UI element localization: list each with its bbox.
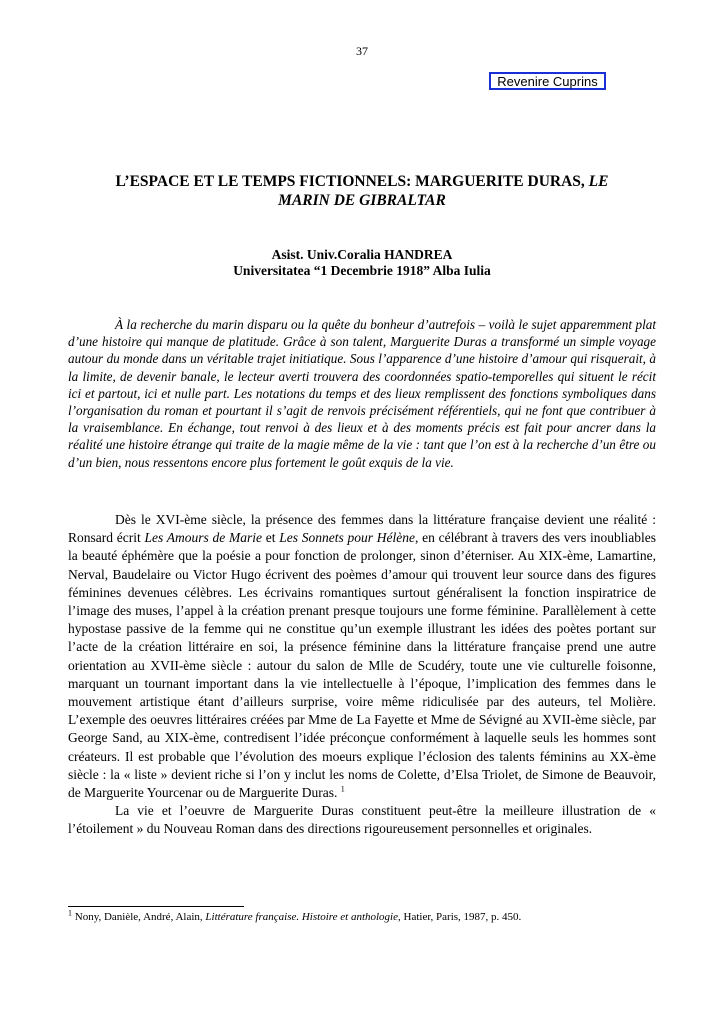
title-italic: LE MARIN DE GIBRALTAR [278,173,609,209]
article-title [100,172,624,210]
author-name: Asist. Univ.Coralia HANDREA [271,247,453,262]
footnote-ref[interactable]: 1 [340,784,345,794]
body-paragraph: La vie et l’oeuvre de Marguerite Duras constituent peut-être la meilleure illustration de « l’étoilement » du Nouveau Roman dans des directions rigoureusement personnelles et originales. [68,803,656,837]
footnote-text: , Hatier, Paris, 1987, p. 450. [398,911,522,923]
body-text-run: et [261,530,280,546]
footnote [68,908,656,924]
body-text-run: , en célébrant à travers des vers inoubliables la beauté éphémère que la poésie a pour fonction de prolonger, sinon d’éterniser. Au XIX-ème, Lamartine, Nerval, Baudelaire ou Victor Hugo écrivent des poèmes d’amour qui trouvent leur source dans des figures féminines devenues célèbres. Les écrivains romantiques surtout généralisent la fonction inspiratrice de l’image des muses, l’appel à la création prenant presque toujours une forme féminine. Parallèlement à cette hypostase passive de la femme qui ne constitue qu’un exemple illustrant les idées des poètes portant sur l’acte de la création littéraire en soi, la présence féminine dans la littérature française prend une autre orientation au XVII-ème siècle : autour du salon de Mlle de Scudéry, toute une vie culturelle foisonne, marquant un tournant important dans la vie intellectuelle à l’époque, l’implication des femmes dans le mouvement artistique étant d’ailleurs surprise, voire même ridiculisée par des auteurs, tel Molière. L’exemple des oeuvres littéraires créées par Mme de La Fayette et Mme de Sévigné au XVII-ème siècle, par George Sand, au XIX-ème, contredisent l’idée préconçue conformément à laquelle seuls les hommes sont créateurs. Il est probable que l’évolution des moeurs explique l’éclosion des talents féminins au XX-ème siècle : la « liste » devient riche si l’on y inclut les noms de Colette, d’Elsa Triolet, de Simone de Beauvoir, de Marguerite Yourcenar ou de Marguerite Duras. [68,530,656,801]
work-title: Les Amours de Marie [144,530,262,546]
footnote-text: Nony, Danièle, André, Alain, [72,911,206,923]
title-main: L’ESPACE ET LE TEMPS FICTIONNELS: MARGUERITE DURAS, [115,173,585,190]
author-block [0,247,724,279]
body-text [68,511,656,839]
footnote-number: 1 [68,908,72,918]
footnote-work-title: Littérature française. Histoire et anthologie [205,911,398,923]
page-number: 37 [356,44,368,58]
back-to-contents-link[interactable]: Revenire Cuprins [489,72,606,90]
author-affiliation: Universitatea “1 Decembrie 1918” Alba Iulia [233,263,491,278]
abstract: À la recherche du marin disparu ou la quête du bonheur d’autrefois – voilà le sujet apparemment plat d’une histoire qui manque de platitude. Grâce à son talent, Marguerite Duras a transformé un simple voyage autour du monde dans un véritable trajet initiatique. Sous l’apparence d’une histoire d’amour qui risquerait, à la limite, de devenir banale, le lecteur averti trouvera des coordonnées spatio-temporelles qui situent le récit ici et partout, ici et nulle part. Les notations du temps et des lieux remplissent des fonctions symboliques dans l’organisation du roman et pourtant il s’agit de renvois précisément référentiels, qui ne font que contribuer à la vraisemblance. En échange, tout renvoi à des lieux et à des moments précis est fait pour ancrer dans la réalité une histoire étrange qui traite de la magie même de la vie : tant que l’on est à la recherche d’un être ou d’un bien, nous ressentons encore plus fortement le goût exquis de la vie. [68,317,656,470]
work-title: Les Sonnets pour Hélène [279,530,415,546]
body-paragraph [68,511,656,802]
body-text-run: Dès le XVI-ème siècle, la présence des femmes dans la littérature française devient une réalité : Ronsard écrit [68,512,656,546]
footnote-separator [68,906,244,907]
